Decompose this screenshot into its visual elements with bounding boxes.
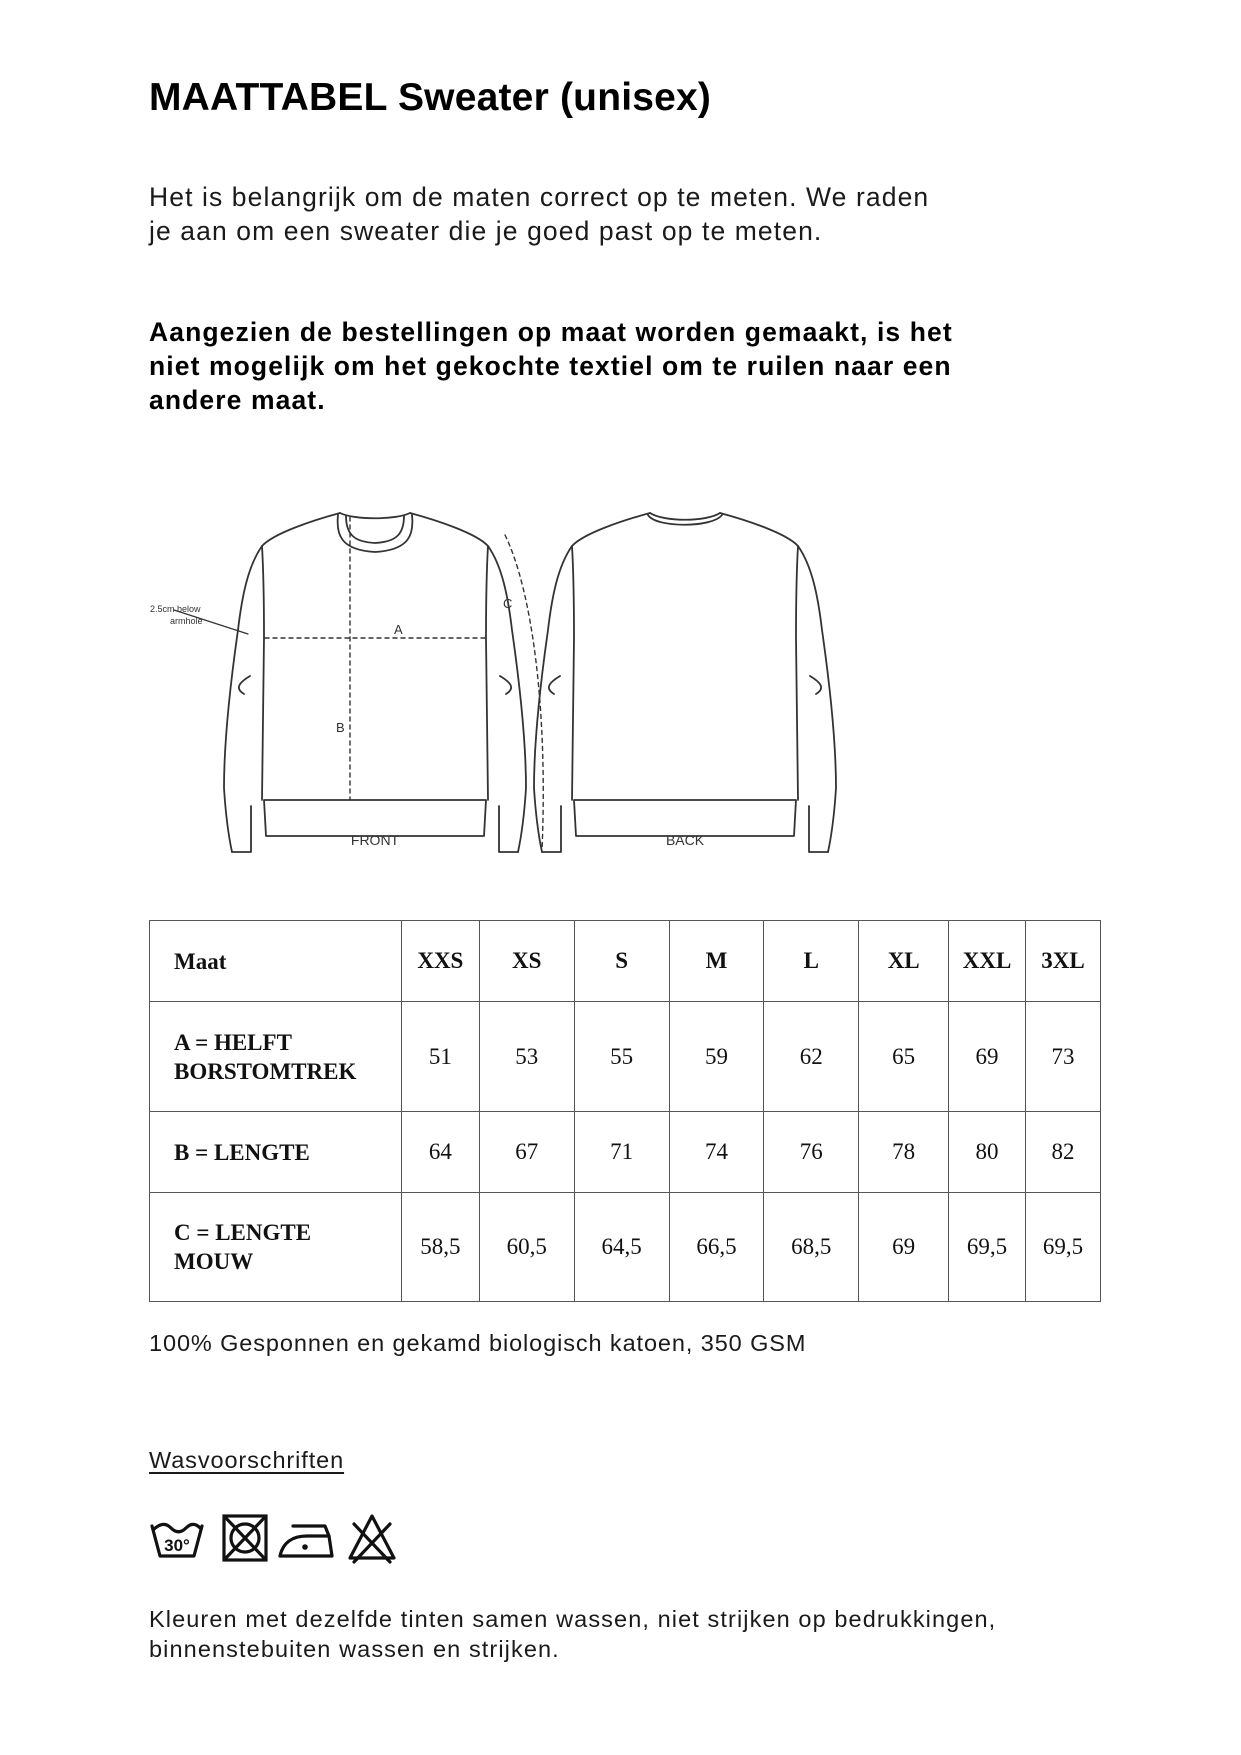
- size-header-cell: XXL: [949, 921, 1026, 1002]
- wash-temperature-label: 30°: [164, 1536, 190, 1555]
- no-tumble-dry-icon: [221, 1512, 269, 1564]
- size-header-cell: XXS: [401, 921, 479, 1002]
- care-instructions: Kleuren met dezelfde tinten samen wassen, niet strijken op bedrukkingen, binnenstebuiten wassen en strijken.: [149, 1606, 997, 1662]
- sweater-diagram-svg: [150, 500, 890, 870]
- measure-b-label: B: [336, 720, 345, 735]
- row-label-line2: BORSTOMTREK: [174, 1058, 357, 1084]
- size-header-row: [150, 921, 1101, 1002]
- table-cell: 55: [574, 1002, 669, 1112]
- no-exchange-notice: Aangezien de bestellingen op maat worden gemaakt, is het niet mogelijk om het gekochte textiel om te ruilen naar een andere maat.: [149, 317, 953, 415]
- page-title: MAATTABEL Sweater (unisex): [149, 76, 712, 119]
- table-cell: 69: [949, 1002, 1026, 1112]
- row-label: [150, 1193, 402, 1302]
- table-cell: 74: [669, 1112, 764, 1193]
- no-bleach-icon: [347, 1512, 397, 1564]
- table-cell: 82: [1026, 1112, 1101, 1193]
- table-cell: 78: [859, 1112, 949, 1193]
- table-cell: 73: [1026, 1002, 1101, 1112]
- back-sweater-drawing: [534, 513, 836, 852]
- size-header-cell: XL: [859, 921, 949, 1002]
- table-cell: 58,5: [401, 1193, 479, 1302]
- back-label: BACK: [665, 832, 705, 848]
- size-header-cell: L: [764, 921, 859, 1002]
- front-label: FRONT: [350, 832, 400, 848]
- row-label-line1: B = LENGTE: [174, 1139, 310, 1165]
- table-row: [150, 1193, 1101, 1302]
- row-label: [150, 1112, 402, 1193]
- table-cell: 62: [764, 1002, 859, 1112]
- intro-paragraph: Het is belangrijk om de maten correct op te meten. We raden je aan om een sweater die je goed past op te meten.: [149, 182, 930, 246]
- size-header-cell: XS: [479, 921, 574, 1002]
- row-label: [150, 1002, 402, 1112]
- size-header-cell: M: [669, 921, 764, 1002]
- table-cell: 64,5: [574, 1193, 669, 1302]
- armhole-note-line1: 2.5cm below: [150, 604, 201, 614]
- table-cell: 71: [574, 1112, 669, 1193]
- table-cell: 51: [401, 1002, 479, 1112]
- sweater-measurement-diagram: [150, 500, 890, 870]
- table-cell: 64: [401, 1112, 479, 1193]
- care-heading: Wasvoorschriften: [149, 1447, 345, 1473]
- size-header-cell: S: [574, 921, 669, 1002]
- table-cell: 53: [479, 1002, 574, 1112]
- size-header-cell: 3XL: [1026, 921, 1101, 1002]
- table-cell: 59: [669, 1002, 764, 1112]
- wash-30-icon: [149, 1512, 205, 1564]
- measure-a-label: A: [394, 622, 403, 637]
- table-cell: 68,5: [764, 1193, 859, 1302]
- row-label-line1: C = LENGTE: [174, 1220, 312, 1245]
- size-header-label: Maat: [150, 921, 402, 1002]
- table-cell: 80: [949, 1112, 1026, 1193]
- table-row: [150, 1002, 1101, 1112]
- table-cell: 69: [859, 1193, 949, 1302]
- table-cell: 65: [859, 1002, 949, 1112]
- front-sweater-drawing: [174, 513, 543, 852]
- table-cell: 69,5: [1026, 1193, 1101, 1302]
- size-table: [149, 920, 1101, 1302]
- table-cell: 76: [764, 1112, 859, 1193]
- material-description: 100% Gesponnen en gekamd biologisch katoen, 350 GSM: [149, 1330, 807, 1356]
- table-cell: 67: [479, 1112, 574, 1193]
- table-cell: 69,5: [949, 1193, 1026, 1302]
- table-row: [150, 1112, 1101, 1193]
- armhole-note-line2: armhole: [170, 616, 203, 626]
- iron-icon: [277, 1512, 335, 1564]
- table-cell: 60,5: [479, 1193, 574, 1302]
- row-label-line2: MOUW: [174, 1249, 254, 1274]
- measure-c-label: C: [503, 596, 513, 611]
- row-label-line1: A = HELFT: [174, 1029, 292, 1055]
- table-cell: 66,5: [669, 1193, 764, 1302]
